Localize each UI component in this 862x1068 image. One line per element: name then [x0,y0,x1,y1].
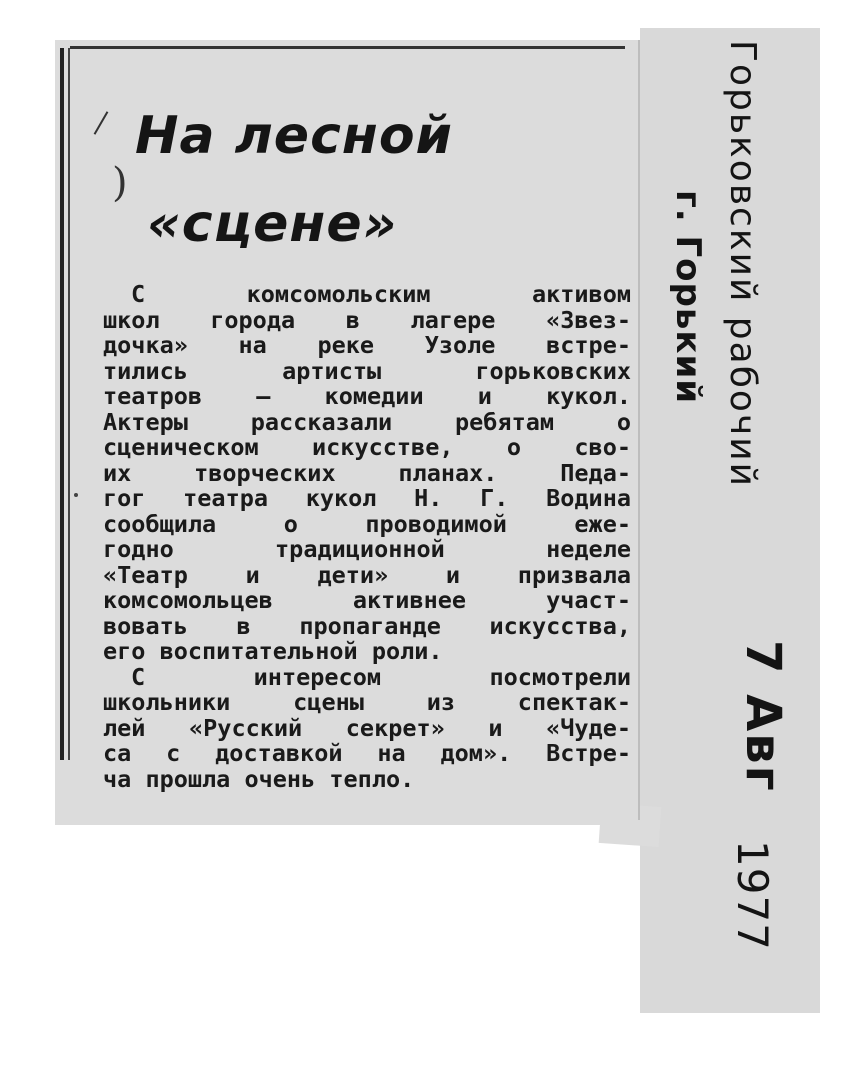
stamp-newspaper-name: Горьковский рабочий [722,40,763,489]
article-body-line: ча прошла очень тепло. [103,764,415,793]
paper-tear [599,803,662,847]
article-body-line: гог театра кукол Н. Г. Водина [103,484,631,512]
article-body-line: комсомольцев активнее участ- [103,586,631,614]
article-body-line: годно традиционной неделе [103,535,631,563]
article-body-line: его воспитательной роли. [103,637,443,665]
top-rule [70,46,625,49]
article-body [103,282,631,792]
article-body-line: тились артисты горьковских [103,356,631,385]
article-body-line: сценическом искусстве, о сво- [103,433,631,461]
headline-line-2: «сцене» [147,194,398,254]
left-rule [60,48,64,760]
article-headline [135,92,555,268]
fold-line [638,40,640,820]
pencil-bracket-mark: ) [112,160,128,206]
article-body-line: Актеры рассказали ребятам о [103,407,631,436]
article-body-line: лей «Русский секрет» и «Чуде- [103,713,631,742]
headline-line-1: На лесной [135,106,453,166]
stamp-year: 1977 [728,840,777,951]
stamp-date: 7 Авг [735,640,791,793]
article-body-line: дочка» на реке Узоле встре- [103,331,631,359]
article-body-line: сообщила о проводимой еже- [103,509,631,538]
article-body-line: С интересом посмотрели [131,662,631,691]
article-body-line: их творческих планах. Педа- [103,458,631,487]
article-body-line: С комсомольским активом [131,280,631,308]
ink-dot [74,493,78,497]
article-body-line: са с доставкой на дом». Встре- [103,739,631,767]
article-body-line: школьники сцены из спектак- [103,688,631,716]
article-body-line: театров — комедии и кукол. [103,382,631,410]
article-body-line: «Театр и дети» и призвала [103,560,631,589]
stamp-city: г. Горький [668,190,708,405]
left-rule-thin [68,48,70,760]
article-body-line: школ города в лагере «Звез- [103,305,631,334]
article-body-line: вовать в пропаганде искусства, [103,611,631,640]
